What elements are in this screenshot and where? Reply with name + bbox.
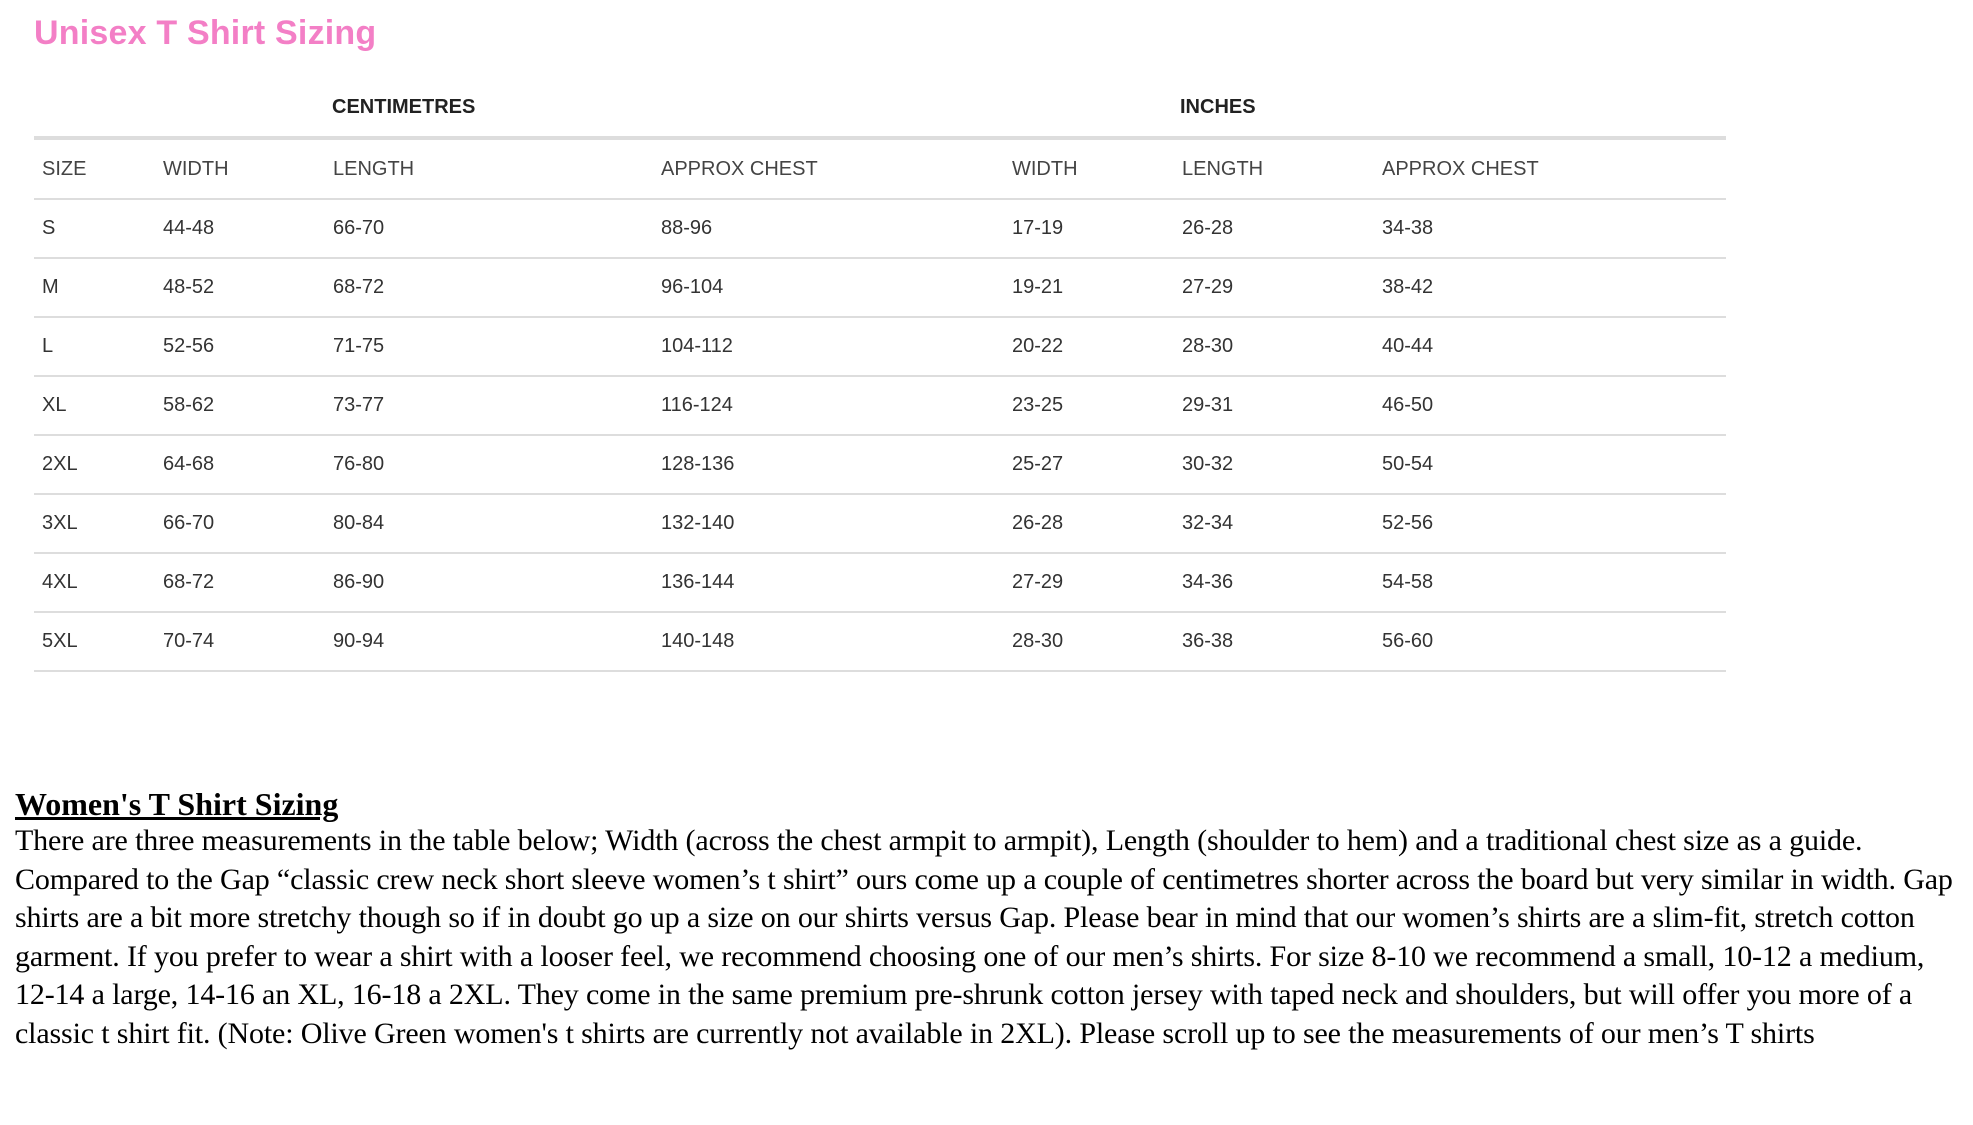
unisex-sizing-title: Unisex T Shirt Sizing [34,14,377,52]
cm-chest-cell: 116-124 [653,376,1004,435]
cm-width-cell: 70-74 [155,612,325,671]
in-width-cell: 28-30 [1004,612,1174,671]
in-chest-cell: 56-60 [1374,612,1726,671]
table-row [34,199,1726,258]
size-cell: 5XL [34,612,155,671]
column-header-cm-chest: APPROX CHEST [653,140,1004,199]
cm-chest-cell: 128-136 [653,435,1004,494]
cm-chest-cell: 132-140 [653,494,1004,553]
in-chest-cell: 38-42 [1374,258,1726,317]
cm-chest-cell: 104-112 [653,317,1004,376]
size-cell: 2XL [34,435,155,494]
cm-width-cell: 44-48 [155,199,325,258]
column-header-in-length: LENGTH [1174,140,1374,199]
cm-length-cell: 71-75 [325,317,653,376]
size-cell: S [34,199,155,258]
in-length-cell: 36-38 [1174,612,1374,671]
size-cell: 4XL [34,553,155,612]
in-length-cell: 27-29 [1174,258,1374,317]
cm-length-cell: 80-84 [325,494,653,553]
in-length-cell: 28-30 [1174,317,1374,376]
cm-width-cell: 66-70 [155,494,325,553]
cm-length-cell: 76-80 [325,435,653,494]
column-header-cm-length: LENGTH [325,140,653,199]
in-width-cell: 20-22 [1004,317,1174,376]
cm-width-cell: 58-62 [155,376,325,435]
in-chest-cell: 54-58 [1374,553,1726,612]
table-row [34,553,1726,612]
table-row [34,376,1726,435]
in-width-cell: 25-27 [1004,435,1174,494]
size-cell: L [34,317,155,376]
cm-width-cell: 48-52 [155,258,325,317]
in-chest-cell: 46-50 [1374,376,1726,435]
in-length-cell: 30-32 [1174,435,1374,494]
table-row [34,612,1726,671]
in-width-cell: 17-19 [1004,199,1174,258]
column-header-in-width: WIDTH [1004,140,1174,199]
in-length-cell: 32-34 [1174,494,1374,553]
centimetres-group-header: CENTIMETRES [332,96,476,118]
cm-length-cell: 90-94 [325,612,653,671]
table-header-row [34,140,1726,199]
inches-group-header: INCHES [1180,96,1256,118]
cm-length-cell: 66-70 [325,199,653,258]
unisex-size-table [34,140,1726,672]
column-header-cm-width: WIDTH [155,140,325,199]
in-length-cell: 34-36 [1174,553,1374,612]
in-chest-cell: 52-56 [1374,494,1726,553]
womens-sizing-description: There are three measurements in the table below; Width (across the chest armpit to armpit), Length (shoulder to hem) and a traditional chest size as a guide. Compared to the Gap “classic crew neck short sleeve women’s t shirt” ours come up a couple of centimetres shorter across the board but very similar in width. Gap shirts are a bit more stretchy though so if in doubt go up a size on our shirts versus Gap. Please bear in mind that our women’s shirts are a slim-fit, stretch cotton garment. If you prefer to wear a shirt with a looser feel, we recommend choosing one of our men’s shirts. For size 8-10 we recommend a small, 10-12 a medium, 12-14 a large, 14-16 an XL, 16-18 a 2XL. They come in the same premium pre-shrunk cotton jersey with taped neck and shoulders, but will offer you more of a classic t shirt fit. (Note: Olive Green women's t shirts are currently not available in 2XL). Please scroll up to see the measurements of our men’s T shirts [15,824,1953,1050]
table-row [34,317,1726,376]
cm-width-cell: 64-68 [155,435,325,494]
cm-length-cell: 68-72 [325,258,653,317]
in-width-cell: 27-29 [1004,553,1174,612]
size-cell: M [34,258,155,317]
cm-chest-cell: 88-96 [653,199,1004,258]
size-cell: XL [34,376,155,435]
in-chest-cell: 34-38 [1374,199,1726,258]
size-cell: 3XL [34,494,155,553]
in-width-cell: 23-25 [1004,376,1174,435]
in-width-cell: 26-28 [1004,494,1174,553]
womens-sizing-title: Women's T Shirt Sizing [15,786,339,822]
cm-chest-cell: 96-104 [653,258,1004,317]
table-row [34,435,1726,494]
cm-chest-cell: 136-144 [653,553,1004,612]
in-length-cell: 26-28 [1174,199,1374,258]
column-header-size: SIZE [34,140,155,199]
cm-length-cell: 73-77 [325,376,653,435]
cm-width-cell: 68-72 [155,553,325,612]
in-length-cell: 29-31 [1174,376,1374,435]
column-header-in-chest: APPROX CHEST [1374,140,1726,199]
womens-sizing-section [15,786,1960,1054]
table-row [34,494,1726,553]
cm-length-cell: 86-90 [325,553,653,612]
in-chest-cell: 50-54 [1374,435,1726,494]
cm-chest-cell: 140-148 [653,612,1004,671]
cm-width-cell: 52-56 [155,317,325,376]
table-row [34,258,1726,317]
in-chest-cell: 40-44 [1374,317,1726,376]
in-width-cell: 19-21 [1004,258,1174,317]
